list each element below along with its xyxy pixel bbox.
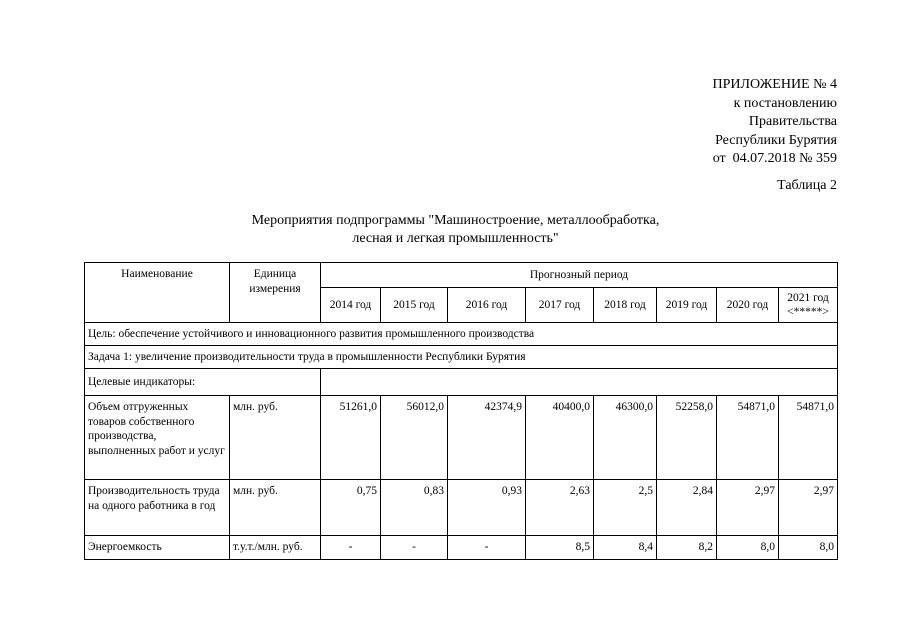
value-cell: 0,75: [321, 480, 381, 536]
value-cell: 2,84: [657, 480, 717, 536]
header-period: Прогнозный период: [321, 263, 838, 288]
appendix-line: Республики Бурятия: [715, 132, 837, 148]
value-cell: 2,97: [717, 480, 779, 536]
value-cell: 46300,0: [594, 396, 657, 480]
year-header: 2019 год: [657, 288, 717, 323]
value-cell: 8,0: [779, 536, 838, 560]
value-cell: 2,5: [594, 480, 657, 536]
value-cell: 42374,9: [448, 396, 526, 480]
appendix-date-number: от 04.07.2018 № 359: [712, 151, 837, 166]
task-row: [85, 346, 838, 369]
appendix-title: ПРИЛОЖЕНИЕ № 4: [712, 77, 837, 92]
year-header: 2017 год: [526, 288, 594, 323]
value-cell: 0,83: [381, 480, 448, 536]
year-header-2021: [779, 288, 838, 323]
year-note: <*****>: [787, 306, 829, 318]
value-cell: -: [381, 536, 448, 560]
value-cell: -: [448, 536, 526, 560]
goal-text: Цель: обеспечение устойчивого и инновационного развития промышленного производства: [85, 323, 838, 346]
table-caption: [0, 212, 905, 248]
year-header: 2014 год: [321, 288, 381, 323]
appendix-header: [713, 76, 838, 169]
year-header: 2015 год: [381, 288, 448, 323]
caption-line-1: Мероприятия подпрограммы "Машиностроение, металлообработка,: [251, 213, 660, 228]
appendix-line: Правительства: [748, 114, 837, 129]
year-header: 2016 год: [448, 288, 526, 323]
value-cell: 54871,0: [779, 396, 838, 480]
indicators-empty-cell: [321, 369, 838, 396]
year-label: 2021 год: [787, 291, 829, 304]
value-cell: 8,0: [717, 536, 779, 560]
value-cell: 51261,0: [321, 396, 381, 480]
measures-table: [84, 262, 838, 560]
indicators-row: [85, 369, 838, 396]
value-cell: 52258,0: [657, 396, 717, 480]
value-cell: 2,97: [779, 480, 838, 536]
indicator-name: Производительность труда на одного работника в год: [85, 480, 230, 536]
table-row: [85, 480, 838, 536]
header-name: Наименование: [85, 263, 230, 323]
value-cell: 8,4: [594, 536, 657, 560]
indicator-unit: т.у.т./млн. руб.: [230, 536, 321, 560]
value-cell: 2,63: [526, 480, 594, 536]
header-unit: Единица измерения: [230, 263, 321, 323]
value-cell: 0,93: [448, 480, 526, 536]
table-row: [85, 536, 838, 560]
goal-row: [85, 323, 838, 346]
indicators-label: Целевые индикаторы:: [85, 369, 321, 396]
caption-line-2: лесная и легкая промышленность": [352, 231, 559, 246]
indicator-unit: млн. руб.: [230, 480, 321, 536]
table-number: Таблица 2: [777, 178, 837, 193]
indicator-unit: млн. руб.: [230, 396, 321, 480]
value-cell: 40400,0: [526, 396, 594, 480]
table-row: [85, 396, 838, 480]
value-cell: -: [321, 536, 381, 560]
year-header: 2020 год: [717, 288, 779, 323]
indicator-name: Объем отгруженных товаров собственного производства, выполненных работ и услуг: [85, 396, 230, 480]
value-cell: 8,5: [526, 536, 594, 560]
year-header: 2018 год: [594, 288, 657, 323]
task-text: Задача 1: увеличение производительности труда в промышленности Республики Бурятия: [85, 346, 838, 369]
value-cell: 56012,0: [381, 396, 448, 480]
value-cell: 54871,0: [717, 396, 779, 480]
value-cell: 8,2: [657, 536, 717, 560]
header-row: [85, 263, 838, 288]
indicator-name: Энергоемкость: [85, 536, 230, 560]
appendix-line: к постановлению: [733, 95, 837, 111]
